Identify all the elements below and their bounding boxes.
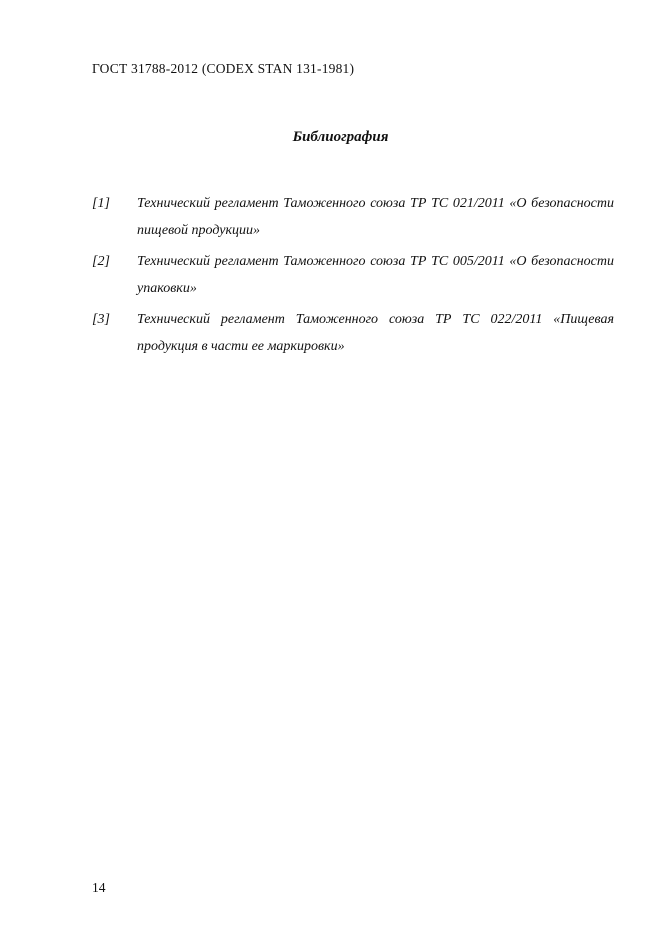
bibliography-entry — [92, 248, 614, 302]
entry-number: [1] — [92, 196, 110, 211]
entry-text: Технический регламент Таможенного союза ТР ТС 022/2011 «Пищевая продукция в части ее маркировки» — [137, 312, 614, 354]
entry-number: [3] — [92, 312, 110, 327]
bibliography-entry — [92, 190, 614, 244]
section-title: Библиография — [292, 129, 389, 145]
entry-text: Технический регламент Таможенного союза ТР ТС 021/2011 «О безопасности пищевой продукции» — [137, 196, 614, 238]
bibliography-list — [92, 190, 614, 364]
page-number: 14 — [92, 880, 106, 895]
bibliography-entry — [92, 306, 614, 360]
entry-number: [2] — [92, 254, 110, 269]
document-header: ГОСТ 31788-2012 (CODEX STAN 131-1981) — [92, 61, 355, 76]
entry-text: Технический регламент Таможенного союза ТР ТС 005/2011 «О безопасности упаковки» — [137, 254, 614, 296]
